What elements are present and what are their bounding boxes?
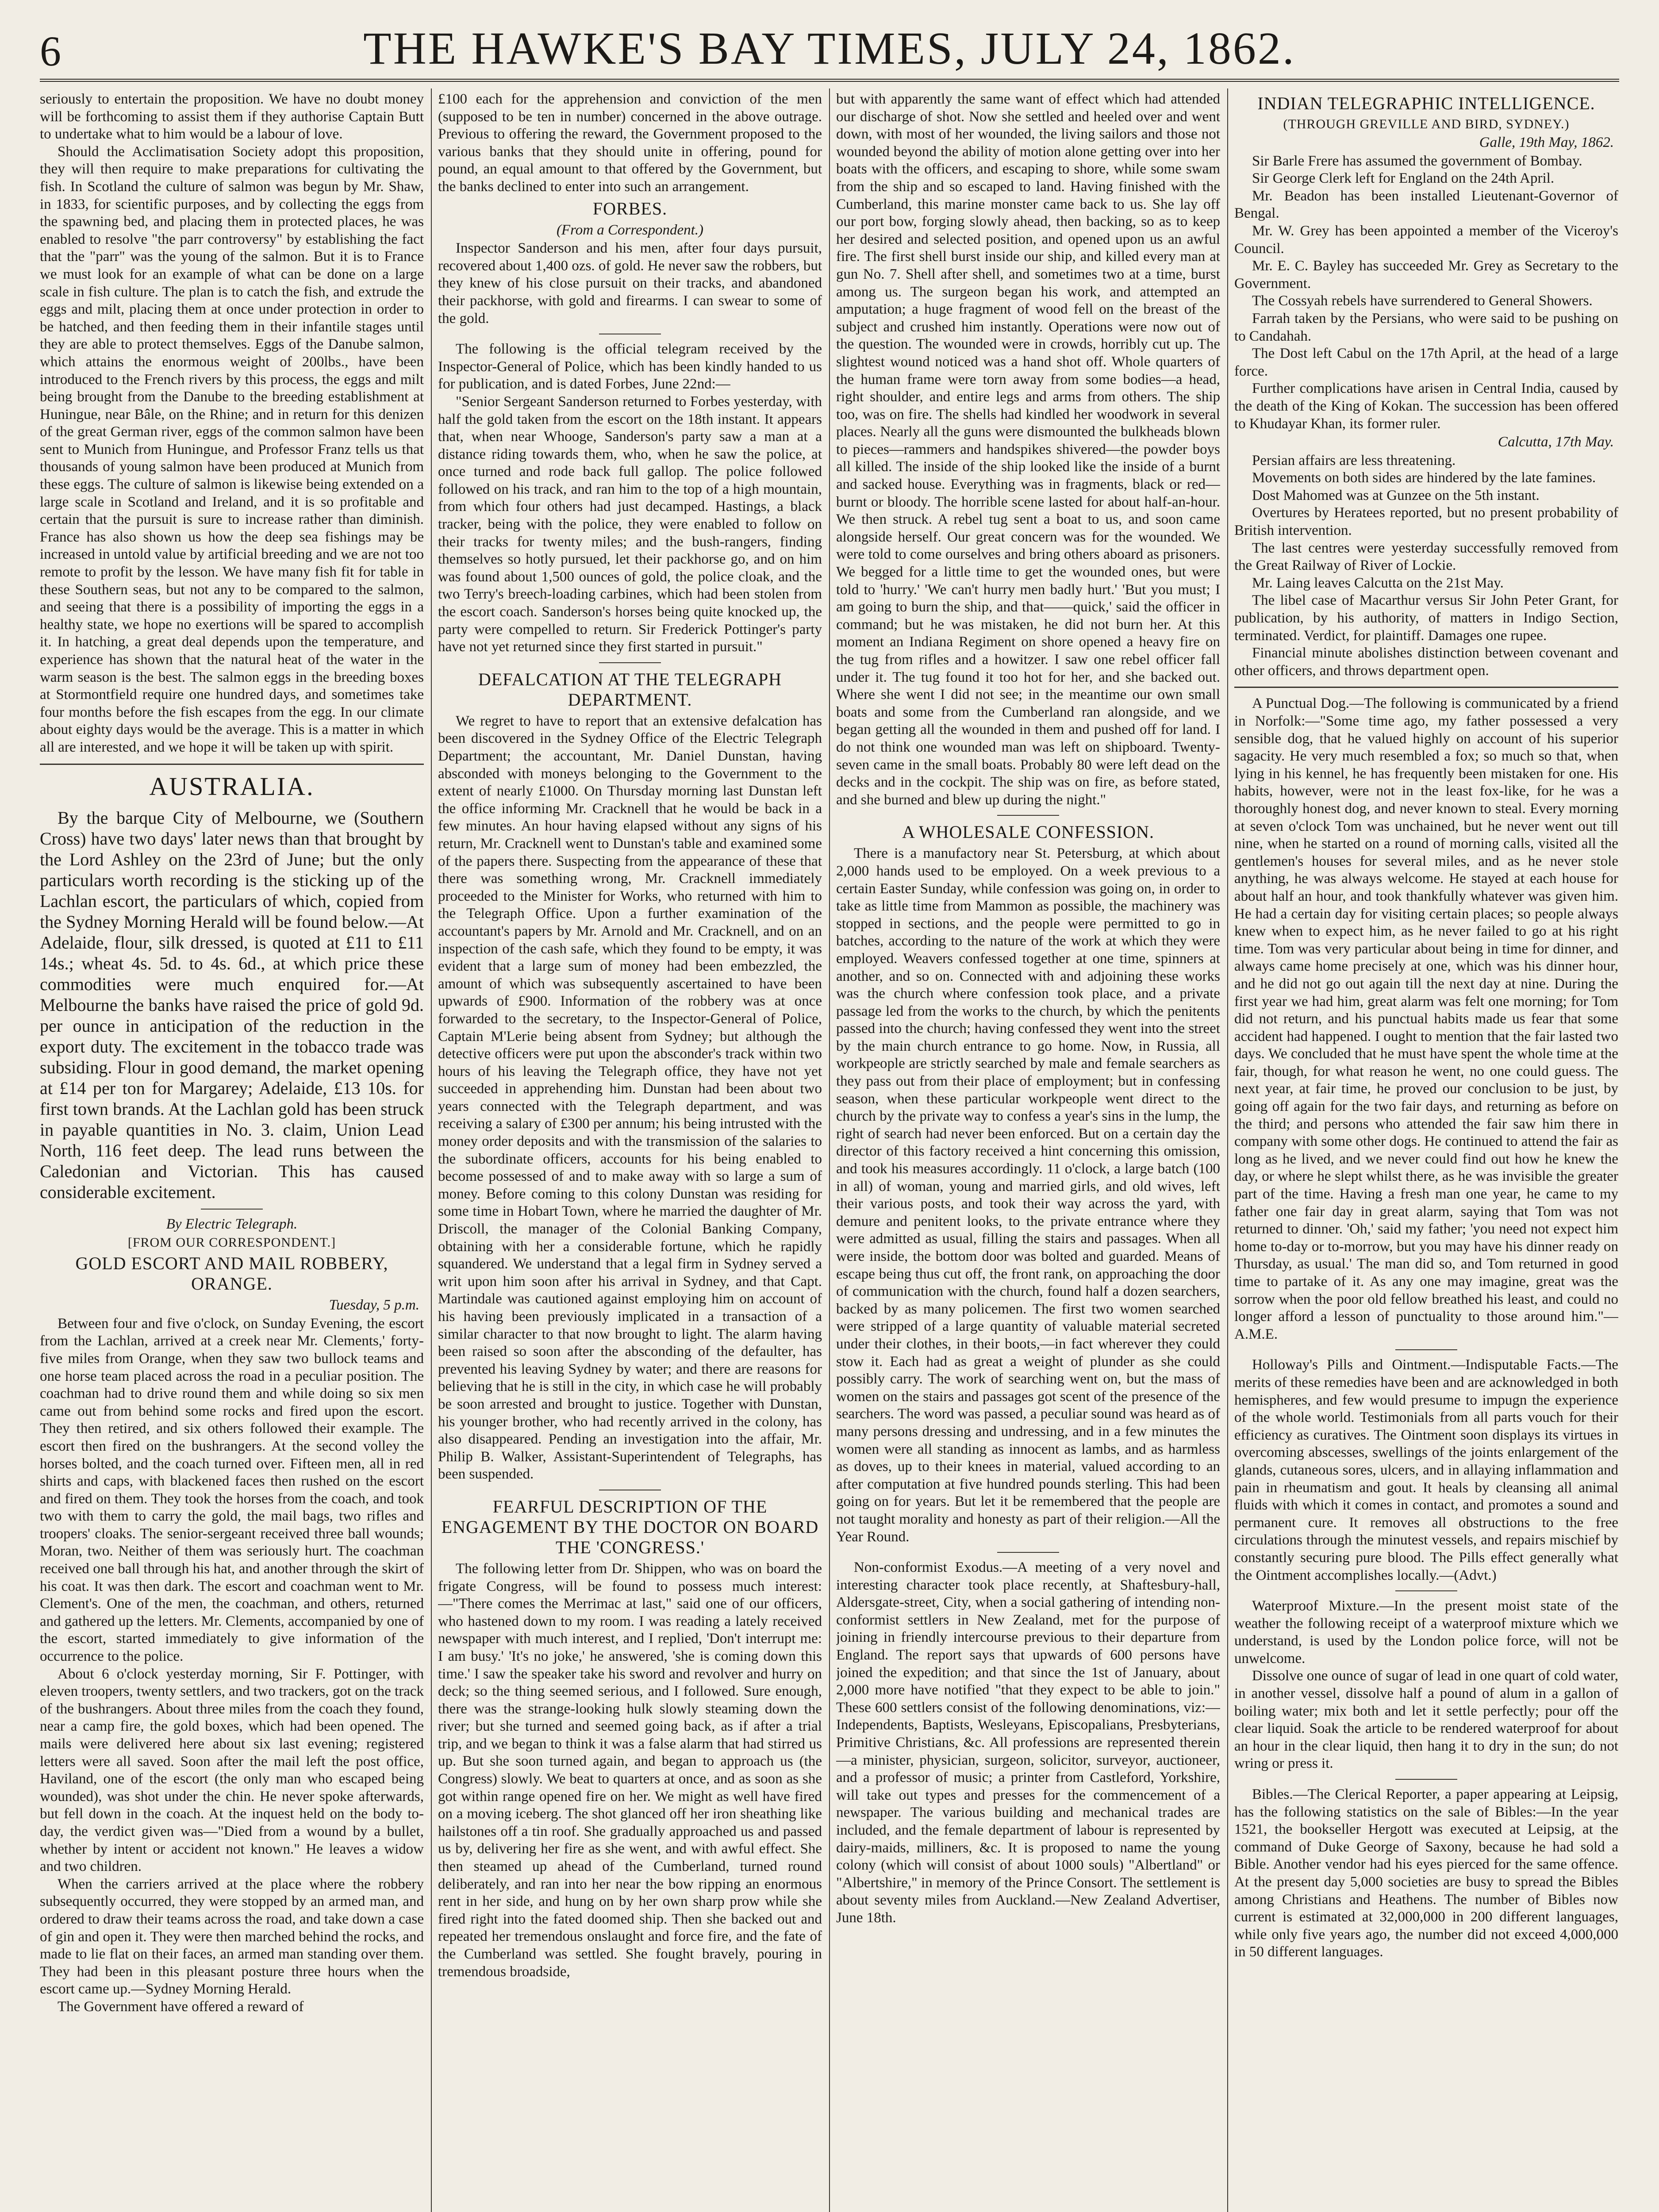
official-paragraph: The following is the official telegram received by the Inspector-General of Police, which has been kindly handed to us for publication, and is dated Forbes, June 22nd:— [438, 341, 822, 392]
indian-item: The Dost left Cabul on the 17th April, at the head of a large force. [1234, 346, 1618, 379]
forbes-heading: FORBES. [592, 198, 668, 219]
column-1 [40, 91, 424, 2212]
telegraph-line: By Electric Telegraph. [166, 1216, 298, 1232]
section-rule [1395, 1349, 1457, 1350]
newspaper-title: THE HAWKE'S BAY TIMES, JULY 24, 1862. [363, 23, 1296, 74]
indian-item: Mr. E. C. Bayley has succeeded Mr. Grey as Secretary to the Government. [1234, 258, 1618, 292]
indian-item: Farrah taken by the Persians, who were said to be pushing on to Candahah. [1234, 310, 1618, 344]
waterproof-paragraph: Dissolve one ounce of sugar of lead in one quart of cold water, in another vessel, dissolve half a pound of alum in a gallon of boiling water; mix both and let it settle perfectly; pour off the clear liquid. Soak the article to be rendered waterproof for about an hour in the clear liquid, then hang it to dry in the sun; do not wring or press it. [1234, 1668, 1618, 1772]
robbery-dateline: Tuesday, 5 p.m. [329, 1297, 419, 1313]
indian-item: Financial minute abolishes distinction between covenant and other officers, and throws department open. [1234, 645, 1618, 679]
wholesale-paragraph: There is a manufactory near St. Petersburg, at which about 2,000 hands used to be employed. On a week previous to a certain Easter Sunday, while confession was going on, in order to take as little time from Mammon as possible, the machinery was stopped in sections, and the people were permitted to go in batches, according to the nature of the work at which they were employed. Weavers confessed together at one time, spinners at another, and so on. Connected with and adjoining these works was the church where confession took place, and a private passage led from the works to the church, by which the penitents passed into the church; having confessed they went into the street by the main church entrance to go home. Now, in Russia, all workpeople are strictly searched by male and female searchers as they pass out from their place of employment; but in confessing season, when these particular workpeople went direct to the church by the private way to confess a year's sins in the lump, the right of search had never been enforced. But on a certain day the director of this factory received a hint concerning this omission, and took his measures accordingly. 11 o'clock, a large batch (100 in all) of woman, young and married girls, and old wives, left their various posts, and took their way across the yard, with demure and penitent looks, to the private entrance where they were admitted as usual, filling the stairs and passages. When all were inside, the bottom door was bolted and guarded. Means of escape being thus cut off, the front rank, on approaching the door of communication with the church, found half a dozen searchers, backed by as many policemen. The first two women searched were stripped of a large quantity of valuable material secreted under their clothes, in their boots,—in fact wherever they could stow it. Each had as great a weight of plunder as she could possibly carry. The work of searching went on, but the mass of women on the stairs and passages got scent of the presence of the searchers. The word was passed, a peculiar sound was heard as of many persons dressing and undressing, and in a few minutes the women were all standing as innocent as lambs, and as harmless as doves, up to their knees in material, valued according to an after computation at five hundred pounds sterling. This had been going on for years. But let it be remembered that the people are not taught morality and honesty as part of their religion.—All the Year Round. [836, 845, 1220, 1545]
indian-subheading: (THROUGH GREVILLE AND BIRD, SYDNEY.) [1283, 117, 1570, 131]
indian-item: Overtures by Heratees reported, but no present probability of British intervention. [1234, 505, 1618, 539]
bibles-paragraph: Bibles.—The Clerical Reporter, a paper appearing at Leipsig, has the following statistics on the sale of Bibles:—In the year 1521, the bookseller Hergott was executed at Leipsig, at the command of Duke George of Saxony, because he had sold a Bible. Another vendor had his eyes pierced for the same offence. At the present day 5,000 societies are busy to spread the Bibles among Christians and Heathens. The number of Bibles now current is estimated at 32,000,000 in 200 different languages, while only five years ago, the number did not exceed 4,000,000 in 50 different languages. [1234, 1786, 1618, 1960]
column-2 [438, 91, 822, 2212]
column-3 [836, 91, 1220, 2212]
indian-item: Mr. Beadon has been installed Lieutenant-Governor of Bengal. [1234, 188, 1618, 222]
wholesale-heading: A WHOLESALE CONFESSION. [902, 822, 1155, 842]
robbery-paragraph: When the carriers arrived at the place where the robbery subsequently occurred, they were stopped by an armed man, and ordered to draw their teams across the road, and take down a case of gin and open it. They were then marched behind the rocks, and made to lie flat on their faces, an armed man standing over them. They had been in this pleasant posture three hours when the escort came up.—Sydney Morning Herald. [40, 1876, 424, 1997]
indian-heading: INDIAN TELEGRAPHIC INTELLIGENCE. [1257, 93, 1595, 113]
fearful-paragraph: The following letter from Dr. Shippen, who was on board the frigate Congress, will be found to possess much interest:—"There comes the Merrimac at last," said one of our officers, who hastened down to my room. I was reading a lately received newspaper with much interest, and I replied, 'Don't interrupt me: I am busy.' 'It's no joke,' he answered, 'she is coming down this time.' I saw the speaker take his sword and revolver and hurry on deck; so the thing seemed serious, and I followed. Sure enough, there was the strange-looking hulk slowly steaming down the river; but she turned and seemed going back, as if after a trial trip, and we began to think it was a false alarm that had stirred us up. But she soon turned again, and began to approach us (the Congress) slowly. We beat to quarters at once, and as soon as she got within range opened fire on her. We might as well have fired on a moving iceberg. The shot glanced off her iron sheathing like hailstones off a tin roof. She gradually approached us and passed us by, delivering her fire as she went, and with awful effect. She then steamed up ahead of the Cumberland, turned round deliberately, and ran into her near the bow ripping an enormous rent in her side, and hung on by her own sharp prow while she fired right into the fated doomed ship. Then she backed out and repeated her tremendous onslaught and force fire, and the fate of the Cumberland was settled. She fought bravely, pouring in tremendous broadside, [438, 1560, 822, 1980]
robbery-paragraph: The Government have offered a reward of [58, 1998, 304, 2015]
section-rule [599, 662, 661, 663]
indian-item: The libel case of Macarthur versus Sir John Peter Grant, for publication, by his authority, of matters in Indigo Section, terminated. Verdict, for plaintiff. Damages one rupee. [1234, 592, 1618, 644]
indian-item: Further complications have arisen in Central India, caused by the death of the King of Kokan. The succession has been offered to Khudayar Khan, its former ruler. [1234, 380, 1618, 432]
forbes-paragraph: Inspector Sanderson and his men, after four days pursuit, recovered about 1,400 ozs. of gold. He never saw the robbers, but they knew of his close pursuit on their tracks, and abandoned their packhorse, with gold and firearms. I can swear to some of the gold. [438, 240, 822, 326]
indian-item: Dost Mahomed was at Gunzee on the 5th instant. [1252, 487, 1540, 503]
page-number: 6 [40, 27, 61, 75]
column-4 [1234, 91, 1618, 2212]
masthead-rule [40, 79, 1619, 82]
robbery-paragraph: About 6 o'clock yesterday morning, Sir F. Pottinger, with eleven troopers, twenty settlers, and two trackers, got on the track of the bushrangers. About three miles from the coach they found, near a camp fire, the gold boxes, which had been opened. The mails were delivered here about six last evening; registered letters were all saved. Soon after the mail left the post office, Haviland, one of the escort (the only man who escaped being wounded), was shot under the chin. He never spoke afterwards, but fell down in the coach. At the inquest held on the body to-day, the verdict given was—"Died from a wound by a bullet, whether by intent or accident not known." He leaves a widow and two children. [40, 1666, 424, 1875]
section-rule [40, 764, 424, 765]
column-divider [1227, 88, 1228, 2212]
reward-paragraph: £100 each for the apprehension and conviction of the men (supposed to be ten in number) concerned in the above outrage. Previous to offering the reward, the Government proposed to the various banks that they should unite in offering, pound for pound, an equal amount to that offered by the Government, but the banks declined to enter into such an arrangement. [438, 91, 822, 195]
section-rule [997, 1552, 1059, 1553]
indian-item: Mr. Laing leaves Calcutta on the 21st May. [1252, 575, 1504, 591]
forbes-subheading: (From a Correspondent.) [556, 222, 704, 238]
robbery-heading: GOLD ESCORT AND MAIL ROBBERY, ORANGE. [75, 1253, 388, 1294]
indian-dateline-calcutta: Calcutta, 17th May. [1498, 434, 1614, 450]
indian-item: Persian affairs are less threatening. [1252, 452, 1456, 469]
waterproof-paragraph: Waterproof Mixture.—In the present moist state of the weather the following receipt of a waterproof mixture which we understand, is used by the London police force, will not be unwelcome. [1234, 1598, 1618, 1667]
section-rule [1234, 687, 1618, 688]
fearful-heading: FEARFUL DESCRIPTION OF THE ENGAGEMENT BY THE DOCTOR ON BOARD THE 'CONGRESS.' [441, 1496, 819, 1557]
indian-item: Mr. W. Grey has been appointed a member of the Viceroy's Council. [1234, 223, 1618, 257]
indian-item: Sir Barle Frere has assumed the government of Bombay. [1252, 153, 1582, 169]
indian-item: The last centres were yesterday successfully removed from the Great Railway of River of Lockie. [1234, 540, 1618, 574]
salmon-paragraph: Should the Acclimatisation Society adopt this proposition, they will then require to make preparations for cultivating the fish. In Scotland the culture of salmon was begun by Mr. Shaw, in 1833, for scientific purposes, and by collecting the eggs from the spawning bed, and placing them in protected places, he was enabled to resolve "the parr controversy" by establishing the fact that the "parr" was the young of the salmon. But it is to France we must look for an example of what can be done on a large scale in fish culture. The plan is to catch the fish, and extrude the eggs and milt, placing them at once under protection in order to be hatched, and then feeding them in their infantile stages until they are able to protect themselves. Eggs of the Danube salmon, which attains the enormous weight of 200lbs., have been introduced to the French rivers by this process, the eggs and milt being brought from the Danube to the breeding establishment at Huningue, near Bâle, on the Rhine; and in return for this denizen of the great German river, eggs of the common salmon have been sent to Munich from Huningue, and Professor Franz tells us that thousands of young salmon have been produced at Munich from these eggs. The culture of salmon is likewise being extended on a large scale in Scotland and Ireland, and it is so profitable and certain that the pursuit is sure to increase rather than diminish. France has also shown us how the deep sea fishings may be increased in untold value by artificial breeding and we are not too remote to profit by the lesson. We have many fish fit for table in these Southern seas, but not any to be compared to the salmon, and seeing that there is a possibility of importing the eggs in a healthy state, we hope no exertions will be spared to accomplish it. In hatching, a great deal depends upon the temperature, and experience has shown that the natural heat of the water in the warm season is the best. The salmon eggs in the breeding boxes at Stormontfield require one hundred days, and sometimes take four months before the fish escapes from the egg. In our climate about eighty days would be the average. This is a matter in which all are interested, and we hope it will be taken up with spirit. [40, 143, 424, 755]
indian-item: The Cossyah rebels have surrendered to General Showers. [1252, 293, 1593, 309]
section-rule [1395, 1590, 1457, 1591]
official-paragraph: "Senior Sergeant Sanderson returned to Forbes yesterday, with half the gold taken from the escort on the 18th instant. It appears that, when near Whooge, Sanderson's party saw a man at a distance riding towards them, who, when he saw the police, at once turned and rode back full gallop. The police followed followed on his track, and ran him to the top of a high mountain, from which four others had just decamped. Hastings, a black tracker, being with the police, they were enabled to follow on their tracks for twenty miles; and the bush-rangers, finding themselves so hotly pursued, let their packhorse go, and on him was found about 1,500 ounces of gold, the police cloak, and the two Terry's breech-loading carbines, which had been stolen from the escort coach. Sanderson's horses being quite knocked up, the party were compelled to return. Sir Frederick Pottinger's party have not yet returned since they first started in pursuit." [438, 393, 822, 655]
section-rule [997, 815, 1059, 816]
defalcation-paragraph: We regret to have to report that an extensive defalcation has been discovered in the Sydney Office of the Electric Telegraph Department; the accountant, Mr. Daniel Dunstan, having absconded with moneys belonging to the Government to the extent of nearly £1000. On Thursday morning last Dunstan left the office informing Mr. Cracknell that he would be back in a few minutes. An hour having elapsed without any signs of his return, Mr. Cracknell went to Dunstan's table and examined some of the papers there. Suspecting from the appearance of these that there was something wrong, Mr. Cracknell immediately proceeded to the Minister for Works, who returned with him to the Telegraph Office. Upon a further examination of the accountant's papers by Mr. Arnold and Mr. Cracknell, and on an inspection of the cash safe, which they found to be empty, it was evident that a large sum of money had been embezzled, the amount of which was subsequently ascertained to have been upwards of £900. Information of the robbery was at once forwarded to the secretary, to the Inspector-General of Police, Captain M'Lerie being absent from Sydney; but although the detective officers were put upon the absconder's track within two hours of his leaving the Telegraph office, they have not yet succeeded in apprehending him. Dunstan had been about two years connected with the Telegraph department, and was receiving a salary of £300 per annum; his being intrusted with the money order deposits and with the transmission of the salaries to the subordinate officers, accounts for his being enabled to become possessed of and to make away with so large a sum of money. Before coming to this colony Dunstan was residing for some time in Hobart Town, where he married the daughter of Mr. Driscoll, the manager of the Colonial Banking Company, obtaining with her a considerable fortune, which he rapidly squandered. We understand that a legal firm in Sydney served a writ upon him soon after his arrival in Sydney, and that Capt. Martindale was cautioned against employing him on account of his having been previously implicated in a transaction of a similar character to that now brought to light. The alarm having been raised so soon after the absconding of the defaulter, has prevented his leaving Sydney by water; and there are reasons for believing that he is still in the city, in which case he will probably be soon arrested and brought to justice. Together with Dunstan, his younger brother, who had recently arrived in the colony, has also disappeared. Pending an investigation into the affair, Mr. Philip B. Walker, Assistant-Superintendent of Telegraphs, has been suspended. [438, 713, 822, 1482]
exodus-paragraph: Non-conformist Exodus.—A meeting of a very novel and interesting character took place recently, at Shaftesbury-hall, Aldersgate-street, City, when a social gathering of intending non-conformist settlers in New Zealand, met for the purpose of joining in friendly intercourse previous to their departure from England. The report says that upwards of 600 persons have joined the expedition; and that since the 1st of January, about 2,000 more have notified "that they expect to be able to join." These 600 settlers consist of the following denominations, viz:—Independents, Baptists, Wesleyans, Episcopalians, Presbyterians, Primitive Christians, &c. All professions are represented therein—a minister, physician, surgeon, solicitor, surveyor, auctioneer, and a professor of music; a printer from Castleford, Yorkshire, will take out types and presses for the commencement of a newspaper. The various building and mechanical trades are included, and the female department of labour is represented by dairy-maids, milliners, &c. It is proposed to name the young colony (which will consist of about 1000 souls) "Albertland" or "Albertshire," in memory of the Prince Consort. The settlement is about seventy miles from Auckland.—New Zealand Advertiser, June 18th. [836, 1559, 1220, 1926]
indian-dateline-galle: Galle, 19th May, 1862. [1479, 134, 1614, 150]
dog-paragraph: A Punctual Dog.—The following is communicated by a friend in Norfolk:—"Some time ago, my father possessed a very sensible dog, that he valued highly on account of his superior sagacity. He very much resembled a fox; so much so that, when lying in his kennel, he has frequently been mistaken for one. His habits, however, were not in the least fox-like, for he was a thoroughly honest dog, and never known to steal. Every morning at seven o'clock Tom was unchained, but he never went out till nine, when he started on a round of morning calls, visited all the gentlemen's houses for several miles, and as he never stole anything, he was always welcome. He stayed at each house for about half an hour, and took thankfully whatever was given him. He had a certain day for visiting certain places; so people always knew when to expect him, as he never failed to go at his right time. Tom was very particular about being in time for dinner, and always came home precisely at one, which was his dinner hour, and he did not go out again till the next day at nine. During the first year we had him, great alarm was felt one morning; for Tom did not return, and his punctual habits made us fear that some accident had happened. I ought to mention that the fair lasted two days. We concluded that he must have spent the whole time at the fair, though, for what reason he went, no one could guess. The next year, at fair time, he proved our conclusion to be just, by going off again for the two fair days, and returning as before on the third; and persons who attended the fair saw him there in company with some other dogs. He continued to attend the fair as long as he lived, and we never could find out how he knew the day, or where he slept whilst there, as he was invisible the greater part of the time. Having a fresh man one year, he came to my father one fair day in great alarm, saying that Tom was not returned to dinner. 'Oh,' said my father; 'you need not expect him home to-day or to-morrow, but you may have his dinner ready on Thursday, as usual.' The man did so, and Tom returned in good time to partake of it. As any one may imagine, great was the sorrow when the poor old fellow breathed his least, and could no longer afford a lesson of punctuality to those around him."—A.M.E. [1234, 695, 1618, 1342]
column-divider [431, 88, 432, 2212]
column-divider [829, 88, 830, 2212]
holloway-paragraph: Holloway's Pills and Ointment.—Indisputable Facts.—The merits of these remedies have been and are acknowledged in both hemispheres, and few would presume to impugn the experience of the whole world. Testimonials from all parts vouch for their efficiency as curatives. The Ointment soon displays its virtues in overcoming abscesses, swellings of the joints enlargement of the glands, cutaneous sores, ulcers, and in allaying inflammation and pain in rheumatism and gout. It heals by cleansing all animal fluids with which it comes in contact, and promotes a sound and permanent cure. It removes all obstructions to the free circulations through the minutest vessels, and repairs mischief by constantly securing pure blood. The Pills effect generally what the Ointment accomplishes locally.—(Advt.) [1234, 1357, 1618, 1583]
indian-item: Movements on both sides are hindered by the late famines. [1252, 470, 1596, 486]
australia-heading: AUSTRALIA. [149, 772, 315, 801]
indian-item: Sir George Clerk left for England on the 24th April. [1252, 170, 1555, 187]
fearful-continued-paragraph: but with apparently the same want of effect which had attended our discharge of shot. Now she settled and heeled over and went down, with most of her wounded, the living sailors and those not wounded beyond the ability of motion alone getting over into her boats with the officers, and escaping to shore, while some swam from the ship and so escaped to land. Having finished with the Cumberland, this marine monster came back to us. She lay off our port bow, forging slowly ahead, then backing, so as to keep her desired and selected position, and opened upon us an awful fire. The first shell burst inside our ship, and killed every man at gun No. 7. Shell after shell, and sometimes two at a time, burst among us. The surgeon began his work, and attempted an amputation; a huge fragment of wood fell on the breast of the subject and crushed him instantly. Operations were now out of the question. The wounded were in crowds, horribly cut up. The slightest wound noticed was a hand shot off. Whole quarters of the human frame were torn away from some bodies—a head, right shoulder, and entire legs and arms from others. The ship too, was on fire. The shells had kindled her woodwork in several places. Nearly all the guns were dismounted the bulkheads blown to pieces—rammers and handspikes shivered—the powder boys all killed. The inside of the ship looked like the inside of a burnt and sacked house. Everything was in fragments, black or red—burnt or bloody. The horrible scene lasted for about half-an-hour. We then struck. A rebel tug sent a boat to us, and soon came alongside herself. Our great concern was for the wounded. We were told to come ourselves and bring others aboard as prisoners. We begged for a little time to get the wounded ones, but were told to 'hurry.' 'We can't hurry men badly hurt.' 'But you must; I am going to burn the ship, and that——quick,' said the officer in command; but he was mistaken, he did not burn her. At this moment an Indiana Regiment on shore opened a heavy fire on the tug from rifles and a howitzer. I saw one rebel officer fall under it. The tug found it too hot for her, and she backed out. Where she went I did not see; in the meantime our own small boats and some from the Cumberland ran alongside, and we began getting all the wounded in them and pushed off for land. I do not think one wounded man was left on shipboard. Twenty-seven came in the small boats. Probably 80 were left dead on the decks and in the cockpit. The ship was on fire, as before stated, and she burned and blew up during the night." [836, 91, 1220, 808]
defalcation-heading: DEFALCATION AT THE TELEGRAPH DEPARTMENT. [478, 669, 782, 710]
salmon-paragraph: seriously to entertain the proposition. We have no doubt money will be forthcoming to assist them if they authorise Captain Butt to undertake what to him would be a labour of love. [40, 91, 424, 142]
correspondent-line: [FROM OUR CORRESPONDENT.] [127, 1235, 336, 1250]
australia-paragraph: By the barque City of Melbourne, we (Southern Cross) have two days' later news than that brought by the Lord Ashley on the 23rd of June; but the only particulars worth recording is the sticking up of the Lachlan escort, the particulars of which, copied from the Sydney Morning Herald will be found below.—At Adelaide, flour, silk dressed, is quoted at £11 to £11 14s.; wheat 4s. 5d. to 4s. 6d., at which price these commodities were much enquired for.—At Melbourne the banks have raised the price of gold 9d. per ounce in anticipation of the reduction in the export duty. The excitement in the tobacco trade was subsiding. Flour in good demand, the market opening at £14 per ton for Margarey; Adelaide, £13 10s. for first town brands. At the Lachlan gold has been struck in payable quantities in No. 3. claim, Union Lead North, 116 feet deep. The lead runs between the Caledonian and Victorian. This has caused considerable excitement. [40, 807, 424, 1202]
section-rule [1395, 1779, 1457, 1780]
section-rule [201, 1209, 263, 1210]
robbery-paragraph: Between four and five o'clock, on Sunday Evening, the escort from the Lachlan, arrived at a creek near Mr. Clements,' forty-five miles from Orange, when they saw two bullock teams and one horse team placed across the road in a peculiar position. The coachman had to drive round them and while doing so six men came out from behind some rocks and fired upon the escort. They then retired, and six others followed their example. The escort then fired on the bushrangers. At the second volley the horses bolted, and the coach turned over. Fifteen men, all in red shirts and caps, with blackened faces then rushed on the escort and fired on them. They took the horses from the coach, and took two with them to carry the gold, the mail bags, two rifles and troopers' cloaks. The senior-sergeant received three ball wounds; Moran, two. Neither of them was seriously hurt. The coachman received one ball through his hat, and another through the skirt of his coat. It was then dark. The escort and coachman went to Mr. Clement's. One of the men, the coachman, and others, returned and gathered up the letters. Mr. Clements, accompanied by one of the escort, started immediately to give information of the occurrence to the police. [40, 1315, 424, 1665]
